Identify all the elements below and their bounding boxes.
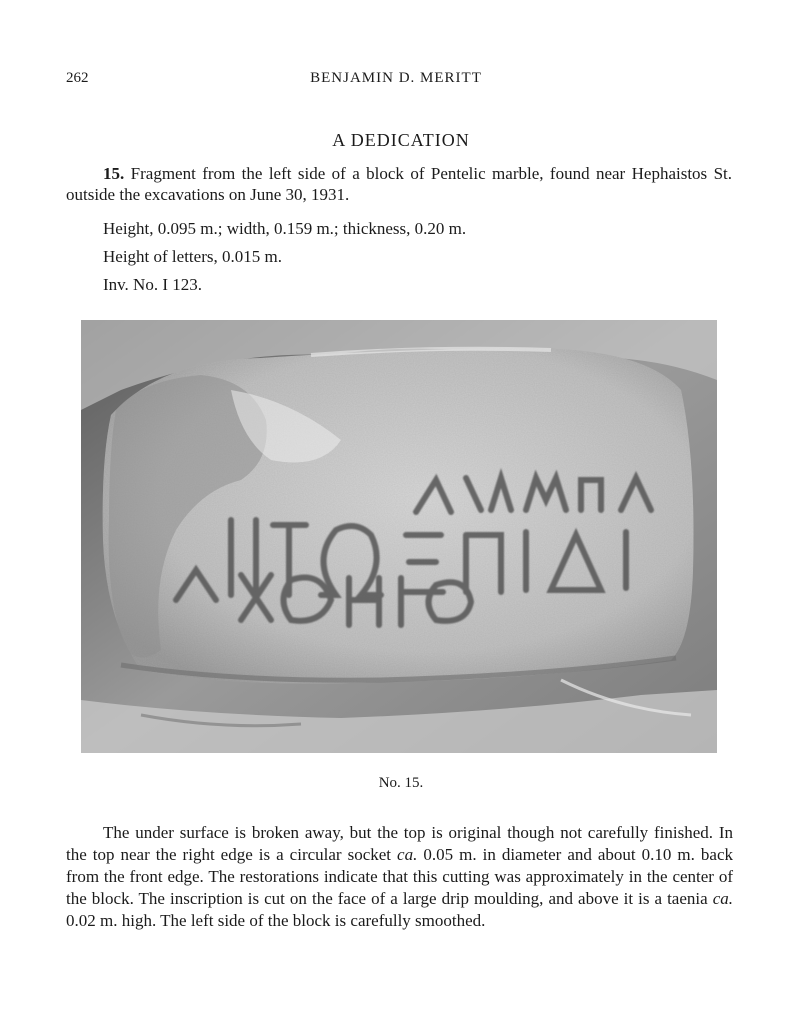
circa-abbreviation: ca. (397, 845, 418, 864)
section-title: A DEDICATION (332, 130, 470, 150)
spec-dimensions: Height, 0.095 m.; width, 0.159 m.; thickness, 0.20 m. (103, 219, 467, 238)
inscription-squeeze-image (81, 320, 717, 753)
body-paragraph (66, 822, 733, 932)
squeeze-photograph (81, 320, 717, 753)
body-text-part-3: 0.02 m. high. The left side of the block is carefully smoothed. (66, 911, 486, 930)
body-text-part-2: 0.05 m. in diameter and about 0.10 m. back from the front edge. The restorations indicate that this cutting was approximately in the center of the block. The inscription is cut on the face of a large drip moulding, and above it is a taenia (66, 845, 733, 908)
spec-letter-height: Height of letters, 0.015 m. (103, 247, 282, 266)
entry-number: 15. (103, 164, 125, 183)
circa-abbreviation: ca. (712, 889, 733, 908)
entry-description (66, 163, 732, 205)
body-text-part-1: The under surface is broken away, but the top is original though not carefully finished. In the top near the right edge is a circular socket (66, 823, 733, 864)
spec-inventory: Inv. No. I 123. (103, 275, 202, 294)
figure-caption: No. 15. (378, 775, 424, 791)
page-number: 262 (66, 70, 89, 86)
entry-text: Fragment from the left side of a block of Pentelic marble, found near Hephaistos St. outside the excavations on June 30, 1931. (66, 164, 732, 204)
running-head: BENJAMIN D. MERITT (310, 70, 482, 86)
